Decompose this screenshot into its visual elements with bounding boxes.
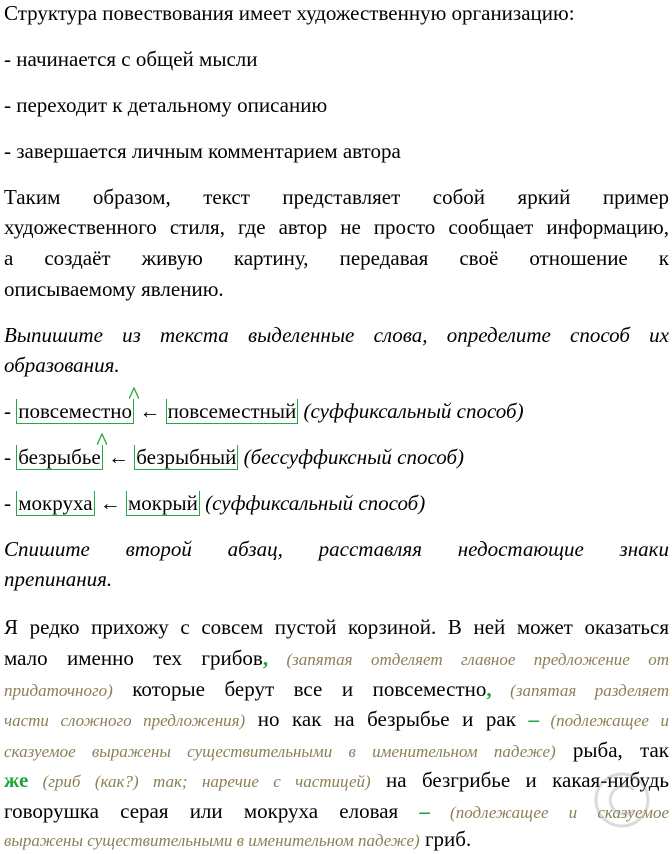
formation-method: (суффиксальный способ) — [199, 491, 426, 515]
inserted-dash: – — [528, 707, 539, 731]
conclusion-line: художественного стиля, где автор не просто сообщает информацию, — [4, 215, 669, 239]
base-word: повсеместный — [167, 399, 297, 423]
structure-item: - переходит к детальному описанию — [4, 93, 328, 117]
arrow: ← — [134, 399, 166, 423]
answer-line: же (гриб (как?) так; наречие с частицей) на безгрибье и какая-нибудь — [4, 768, 669, 792]
inserted-comma: , — [486, 677, 492, 701]
word-row — [4, 398, 669, 424]
inserted-particle: же — [4, 768, 29, 792]
word-row — [4, 490, 669, 516]
dash: - — [4, 399, 17, 423]
task-1-line: Выпишите из текста выделенные слова, определите способ их — [4, 323, 669, 347]
structure-intro: Структура повествования имеет художественную организацию: — [4, 1, 575, 25]
explanation-note: (подлежащее и сказуемое — [429, 803, 669, 822]
formation-method: (суффиксальный способ) — [298, 399, 524, 423]
answer-line: мало именно тех грибов, (запятая отделяет главное предложение от — [4, 646, 669, 670]
explanation-note: (запятая разделяет — [491, 681, 669, 700]
formation-method: (бессуффиксный способ) — [238, 445, 465, 469]
explanation-note: выражены существительными в именительном падеже) — [4, 831, 420, 850]
structure-item: - завершается личным комментарием автора — [4, 139, 401, 163]
conclusion-line: Таким образом, текст представляет собой яркий пример — [4, 185, 669, 209]
inserted-comma: , — [262, 646, 269, 670]
arrow: ← — [94, 491, 127, 515]
conclusion-line: описываемому явлению. — [4, 277, 224, 301]
answer-line: сказуемое выражены существительными в именительном падеже) рыба, так — [4, 738, 670, 762]
explanation-note: (гриб (как?) так; наречие с частицей) — [28, 772, 371, 791]
task-2-line: Спишите второй абзац, расставляя недостающие знаки — [4, 537, 669, 561]
task-1-line: образования. — [4, 353, 120, 377]
explanation-note: части сложного предложения) — [4, 711, 246, 730]
structure-item: - начинается с общей мысли — [4, 47, 258, 71]
base-word: мокрый — [128, 491, 198, 515]
derived-word: мокруха — [18, 491, 93, 515]
answer-line: говорушка серая или мокруха еловая – (подлежащее и сказуемое — [4, 799, 669, 823]
suffix-mark-icon — [129, 387, 139, 399]
inserted-dash: – — [419, 799, 430, 823]
task-2-line: препинания. — [4, 567, 113, 591]
explanation-note: придаточного) — [4, 681, 113, 700]
derived-word: повсеместно — [16, 399, 134, 424]
arrow: ← — [102, 445, 135, 469]
conclusion-line: а создаёт живую картину, передавая своё отношение к — [4, 246, 669, 270]
explanation-note: (запятая отделяет главное предложение от — [268, 650, 669, 669]
base-word: безрыбный — [136, 445, 237, 469]
explanation-note: (подлежащее и — [538, 711, 669, 730]
suffix-mark-icon — [97, 433, 107, 445]
explanation-note: сказуемое выражены существительными в именительном падеже) — [4, 742, 556, 761]
answer-line: придаточного) которые берут все и повсеместно, (запятая разделяет — [4, 677, 669, 701]
answer-line: Я редко прихожу с совсем пустой корзиной. В ней может оказаться — [4, 615, 669, 639]
dash: - — [4, 445, 17, 469]
answer-line: выражены существительными в именительном падеже) гриб. — [4, 827, 472, 851]
answer-line: части сложного предложения) но как на безрыбье и рак – (подлежащее и — [4, 707, 669, 731]
derived-word: безрыбье — [16, 445, 102, 470]
dash: - — [4, 491, 17, 515]
word-row — [4, 444, 669, 470]
